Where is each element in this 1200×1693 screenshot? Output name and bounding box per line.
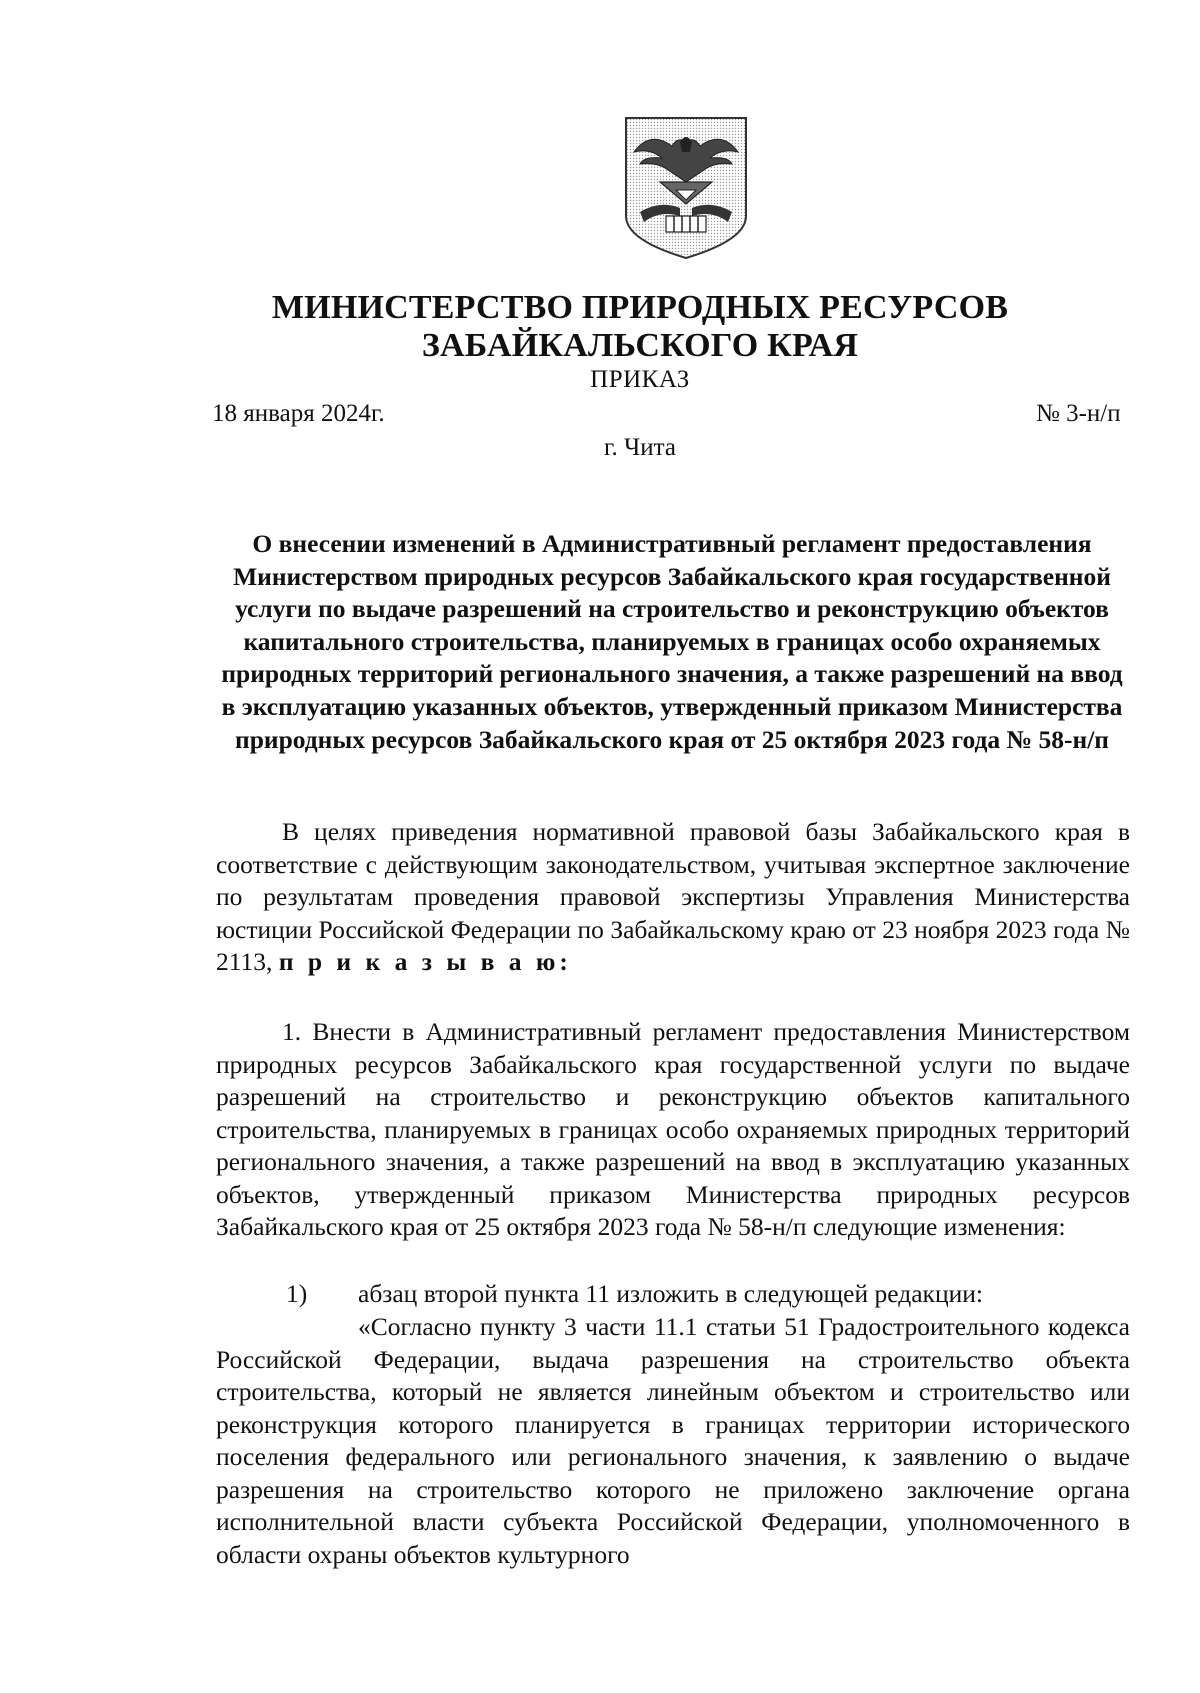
preamble-text: В целях приведения нормативной правовой базы Забайкальского края в соответствие с действующим законодательством, учитывая экспертное заключение по результатам проведения правовой экспертизы Управления Министерства юстиции Российской Федерации по Забайкальскому краю от 23 ноября 2023 года № 2113, bbox=[216, 817, 1130, 976]
document-type: ПРИКАЗ bbox=[590, 366, 690, 393]
sub-item-1-number: 1) bbox=[286, 1279, 308, 1308]
ministry-name-line2: ЗАБАЙКАЛЬСКОГО КРАЯ bbox=[421, 327, 859, 364]
order-word: п р и к а з ы в а ю bbox=[278, 947, 560, 976]
order-word-suffix: : bbox=[559, 947, 572, 976]
quoted-text: «Согласно пункту 3 части 11.1 статьи 51 Градостроительного кодекса Российской Федерации, выдача разрешения на строительство объекта строительства, который не является линейным объектом и строительство или реконструкция которого планируется в границах территории исторического поселения федерального или регионального значения, к заявлению о выдаче разрешения на строительство которого не приложено заключение органа исполнительной власти субъекта Российской Федерации, уполномоченного в области охраны объектов культурного bbox=[216, 1312, 1130, 1569]
document-date: 18 января 2024г. bbox=[212, 400, 385, 427]
sub-item-1-text: абзац второй пункта 11 изложить в следующей редакции: bbox=[358, 1279, 983, 1308]
item-1-paragraph: 1. Внести в Административный регламент предоставления Министерством природных ресурсов Забайкальского края государственной услуги по выдаче разрешений на строительство и реконструкцию объектов капитального строительства, планируемых в границах особо охраняемых природных территорий регионального значения, а также разрешений на ввод в эксплуатацию указанных объектов, утвержденный приказом Министерства природных ресурсов Забайкальского края от 25 октября 2023 года № 58-н/п следующие изменения: bbox=[216, 1017, 1130, 1241]
preamble-paragraph bbox=[216, 816, 1130, 979]
document-city: г. Чита bbox=[604, 434, 676, 461]
ministry-name-line1: МИНИСТЕРСТВО ПРИРОДНЫХ РЕСУРСОВ bbox=[271, 289, 1009, 326]
preamble-text-wrapper bbox=[216, 816, 1130, 979]
document-number: № 3-н/п bbox=[1036, 400, 1121, 427]
coat-of-arms-icon bbox=[620, 112, 752, 262]
document-title: О внесении изменений в Административный регламент предоставления Министерством природных ресурсов Забайкальского края государственной услуги по выдаче разрешений на строительство и реконструкцию объектов капитального строительства, планируемых в границах особо охраняемых природных территорий регионального значения, а также разрешений на ввод в эксплуатацию указанных объектов, утвержденный приказом Министерства природных ресурсов Забайкальского края от 25 октября 2023 года № 58-н/п bbox=[221, 529, 1123, 754]
